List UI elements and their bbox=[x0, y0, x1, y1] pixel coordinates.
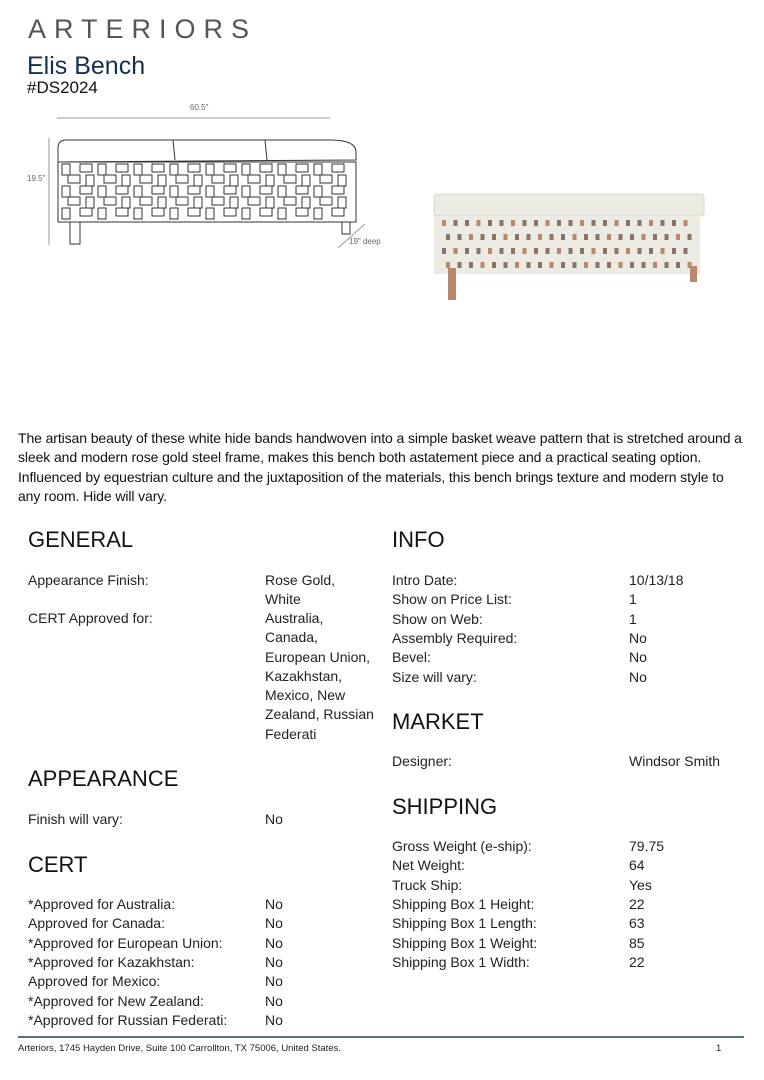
weave-gap bbox=[684, 220, 688, 226]
weave-gap bbox=[615, 220, 619, 226]
weave-gap bbox=[584, 262, 588, 268]
weave-gap bbox=[584, 234, 588, 240]
weave-gap bbox=[649, 220, 653, 226]
weave-gap bbox=[534, 220, 538, 226]
weave-gap bbox=[665, 262, 669, 268]
weave-gap bbox=[477, 248, 481, 254]
cert-label: Approved for Mexico: bbox=[28, 973, 161, 990]
info-value: 1 bbox=[629, 591, 637, 608]
weave-gap bbox=[661, 248, 665, 254]
info-label: Show on Price List: bbox=[392, 591, 512, 608]
weave-gap bbox=[446, 234, 450, 240]
weave-gap bbox=[665, 234, 669, 240]
weave-gap bbox=[615, 248, 619, 254]
info-heading: INFO bbox=[392, 527, 445, 552]
footer-divider bbox=[18, 1036, 744, 1038]
weave-gap bbox=[596, 262, 600, 268]
cert-label: *Approved for Australia: bbox=[28, 896, 176, 912]
weave-gap bbox=[672, 220, 676, 226]
weave-gap bbox=[458, 234, 462, 240]
weave-gap bbox=[442, 220, 446, 226]
general-value bbox=[265, 571, 335, 610]
weave-gap bbox=[538, 262, 542, 268]
weave-gap bbox=[649, 248, 653, 254]
weave-gap bbox=[569, 220, 573, 226]
weave-gap bbox=[561, 262, 565, 268]
general-label: CERT Approved for: bbox=[28, 610, 153, 626]
weave-gap bbox=[638, 220, 642, 226]
brand-logo: ARTERIORS bbox=[28, 14, 258, 44]
weave-gap bbox=[492, 234, 496, 240]
general-label: Appearance Finish: bbox=[28, 572, 149, 588]
appearance-heading: APPEARANCE bbox=[28, 766, 179, 791]
market-heading: MARKET bbox=[392, 709, 484, 734]
general-value-line: Kazakhstan, bbox=[265, 667, 343, 684]
weave-gap bbox=[527, 262, 531, 268]
shipping-value: 22 bbox=[629, 895, 645, 912]
weave-gap bbox=[442, 248, 446, 254]
weave-gap bbox=[504, 234, 508, 240]
info-value: 10/13/18 bbox=[629, 572, 684, 588]
market-value: Windsor Smith bbox=[629, 753, 721, 769]
weave-gap bbox=[511, 248, 515, 254]
weave-gap bbox=[454, 220, 458, 226]
weave-gap bbox=[607, 234, 611, 240]
weave-gap bbox=[523, 248, 527, 254]
cert-label: *Approved for Russian Federati: bbox=[28, 1011, 228, 1028]
footer-address: Arteriors, 1745 Hayden Drive, Suite 100 Carrollton, TX 75006, United States. bbox=[18, 1043, 341, 1054]
shipping-label: Truck Ship: bbox=[392, 876, 463, 893]
general-value-line: Canada, bbox=[265, 629, 318, 646]
cert-label: *Approved for Kazakhstan: bbox=[28, 953, 195, 970]
weave-gap bbox=[546, 220, 550, 226]
shipping-value: 79.75 bbox=[629, 838, 665, 854]
cert-label: *Approved for New Zealand: bbox=[28, 992, 204, 1009]
weave-gap bbox=[469, 234, 473, 240]
weave-gap bbox=[557, 220, 561, 226]
weave-gap bbox=[511, 220, 515, 226]
appearance-label: Finish will vary: bbox=[28, 811, 123, 827]
general-value-line: Zealand, Russian bbox=[265, 706, 374, 723]
weave-gap bbox=[527, 234, 531, 240]
weave-gap bbox=[500, 248, 504, 254]
info-value: No bbox=[629, 668, 647, 685]
page-number: 1 bbox=[716, 1043, 722, 1054]
general-value-line: Federati bbox=[265, 725, 317, 742]
weave-gap bbox=[653, 234, 657, 240]
weave-gap bbox=[465, 248, 469, 254]
cert-value: No bbox=[265, 896, 283, 912]
dimension-depth: 19" deep bbox=[349, 237, 381, 246]
weave-gap bbox=[546, 248, 550, 254]
shipping-value: Yes bbox=[629, 876, 652, 893]
weave-gap bbox=[458, 262, 462, 268]
weave-gap bbox=[580, 248, 584, 254]
info-label: Intro Date: bbox=[392, 572, 458, 588]
product-sku: #DS2024 bbox=[27, 78, 98, 97]
info-value: No bbox=[629, 649, 647, 666]
cert-value: No bbox=[265, 953, 283, 970]
weave-gap bbox=[504, 262, 508, 268]
weave-gap bbox=[454, 248, 458, 254]
weave-gap bbox=[515, 262, 519, 268]
shipping-label: Gross Weight (e-ship): bbox=[392, 838, 532, 854]
general-value-line: Australia, bbox=[265, 610, 324, 626]
general-value-line: Mexico, New bbox=[265, 687, 346, 704]
general-heading: GENERAL bbox=[28, 527, 134, 552]
shipping-label: Net Weight: bbox=[392, 857, 465, 874]
weave-gap bbox=[672, 248, 676, 254]
general-value-line: White bbox=[265, 591, 301, 608]
weave-gap bbox=[676, 234, 680, 240]
cert-label: *Approved for European Union: bbox=[28, 934, 223, 951]
weave-gap bbox=[557, 248, 561, 254]
shipping-heading: SHIPPING bbox=[392, 794, 498, 819]
weave-gap bbox=[465, 220, 469, 226]
cert-heading: CERT bbox=[28, 852, 88, 877]
shipping-label: Shipping Box 1 Weight: bbox=[392, 934, 538, 951]
weave-gap bbox=[638, 248, 642, 254]
shipping-label: Shipping Box 1 Width: bbox=[392, 953, 530, 970]
shipping-value: 63 bbox=[629, 915, 645, 932]
weave-gap bbox=[488, 220, 492, 226]
cert-value: No bbox=[265, 992, 283, 1009]
shipping-value: 85 bbox=[629, 934, 645, 951]
info-value: No bbox=[629, 629, 647, 646]
weave-gap bbox=[603, 220, 607, 226]
weave-gap bbox=[481, 262, 485, 268]
weave-gap bbox=[626, 220, 630, 226]
weave-gap bbox=[653, 262, 657, 268]
info-label: Size will vary: bbox=[392, 668, 477, 685]
bench-product-photo bbox=[428, 188, 710, 306]
weave-gap bbox=[488, 248, 492, 254]
bench-line-drawing bbox=[40, 110, 370, 250]
weave-gap bbox=[538, 234, 542, 240]
general-value bbox=[265, 609, 374, 744]
weave-gap bbox=[592, 248, 596, 254]
weave-gap bbox=[446, 262, 450, 268]
weave-gap bbox=[592, 220, 596, 226]
weave-gap bbox=[630, 234, 634, 240]
weave-gap bbox=[523, 220, 527, 226]
weave-gap bbox=[550, 234, 554, 240]
info-label: Assembly Required: bbox=[392, 629, 518, 646]
cert-value: No bbox=[265, 1011, 283, 1028]
weave-gap bbox=[469, 262, 473, 268]
weave-gap bbox=[642, 234, 646, 240]
shipping-value: 22 bbox=[629, 953, 645, 970]
weave-gap bbox=[477, 220, 481, 226]
weave-gap bbox=[515, 234, 519, 240]
info-label: Bevel: bbox=[392, 649, 431, 666]
weave-gap bbox=[603, 248, 607, 254]
weave-gap bbox=[688, 234, 692, 240]
weave-gap bbox=[596, 234, 600, 240]
weave-gap bbox=[561, 234, 565, 240]
market-label: Designer: bbox=[392, 753, 452, 769]
appearance-value: No bbox=[265, 811, 283, 827]
info-value: 1 bbox=[629, 610, 637, 627]
weave-gap bbox=[481, 234, 485, 240]
weave-gap bbox=[676, 262, 680, 268]
weave-gap bbox=[607, 262, 611, 268]
general-value-line: Rose Gold, bbox=[265, 572, 336, 588]
weave-gap bbox=[492, 262, 496, 268]
weave-gap bbox=[619, 234, 623, 240]
cert-label: Approved for Canada: bbox=[28, 915, 165, 932]
weave-gap bbox=[550, 262, 554, 268]
shipping-label: Shipping Box 1 Length: bbox=[392, 915, 537, 932]
weave-gap bbox=[661, 220, 665, 226]
weave-gap bbox=[619, 262, 623, 268]
shipping-label: Shipping Box 1 Height: bbox=[392, 895, 535, 912]
cert-value: No bbox=[265, 915, 283, 932]
weave-gap bbox=[573, 234, 577, 240]
dimension-height: 19.5" bbox=[27, 174, 46, 183]
weave-gap bbox=[569, 248, 573, 254]
weave-gap bbox=[642, 262, 646, 268]
weave-gap bbox=[684, 248, 688, 254]
cert-value: No bbox=[265, 934, 283, 951]
weave-gap bbox=[500, 220, 504, 226]
weave-gap bbox=[630, 262, 634, 268]
weave-gap bbox=[626, 248, 630, 254]
shipping-value: 64 bbox=[629, 857, 645, 874]
weave-gap bbox=[580, 220, 584, 226]
weave-gap bbox=[534, 248, 538, 254]
cert-value: No bbox=[265, 973, 283, 990]
info-label: Show on Web: bbox=[392, 610, 483, 627]
product-description: The artisan beauty of these white hide bands handwoven into a simple basket weave pattern that is stretched around a sleek and modern rose gold steel frame, makes this bench both astatement piece and a practical seating option. Influenced by equestrian culture and the juxtaposition of the materials, this bench brings texture and modern style to any room. Hide will vary. bbox=[18, 430, 742, 504]
general-value-line: European Union, bbox=[265, 648, 371, 665]
dimension-width: 60.5" bbox=[190, 103, 209, 112]
product-title: Elis Bench bbox=[27, 52, 146, 80]
weave-gap bbox=[573, 262, 577, 268]
